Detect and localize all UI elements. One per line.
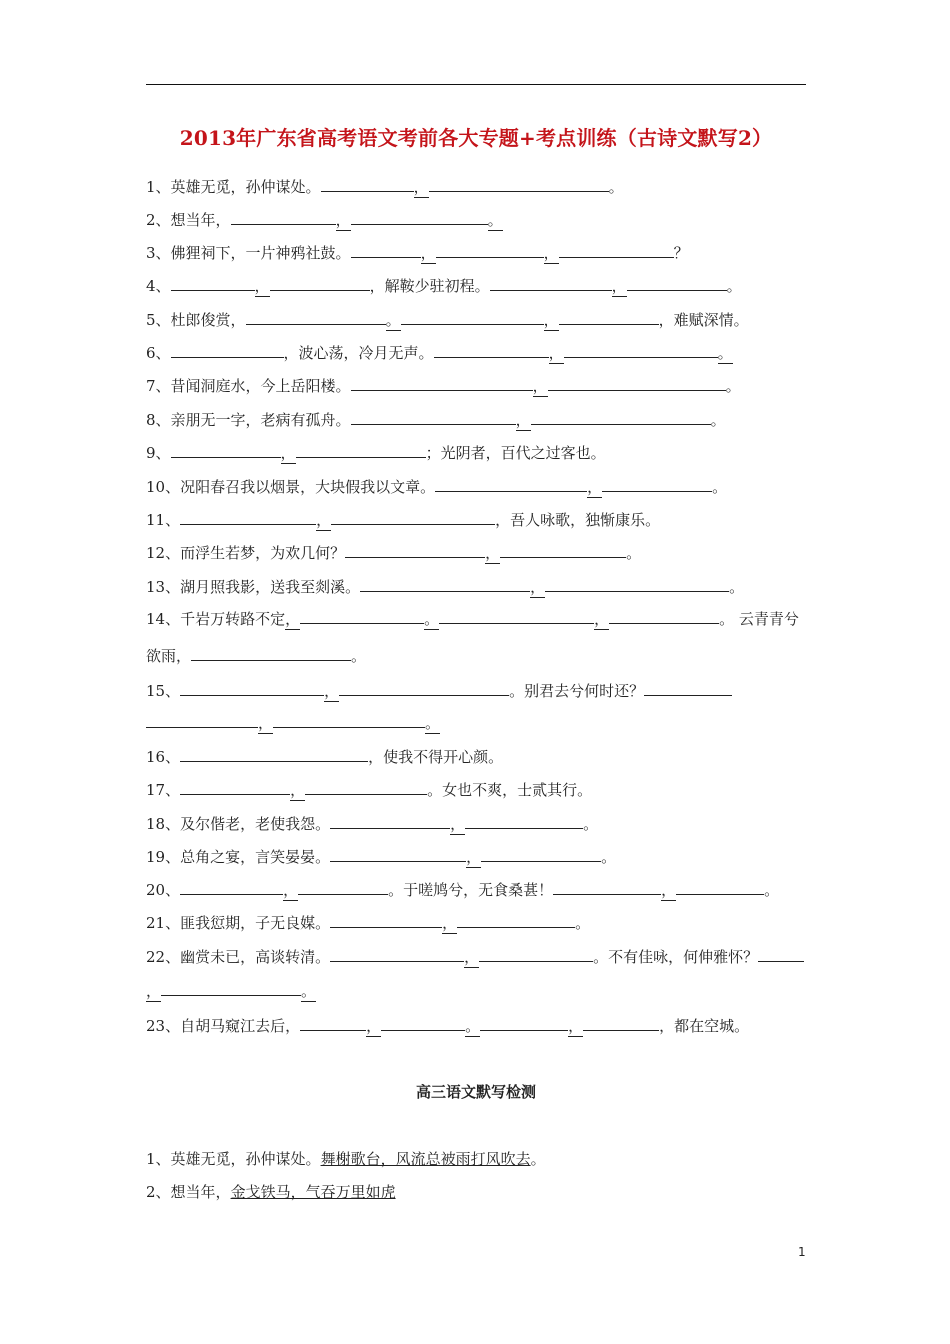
answer-text: 金戈铁马，气吞万里如虎: [230, 1183, 396, 1201]
blank[interactable]: [351, 209, 488, 225]
blank[interactable]: [180, 779, 290, 795]
blank[interactable]: [246, 309, 386, 325]
answer-1: 1、英雄无觅，孙仲谋处。舞榭歌台，风流总被雨打风吹去。: [146, 1150, 546, 1168]
blank[interactable]: [180, 509, 316, 525]
blank[interactable]: [435, 476, 587, 492]
blank[interactable]: [429, 176, 609, 192]
blank[interactable]: [331, 509, 495, 525]
question-3: 3、佛狸祠下，一片神鸦社鼓。 ， ， ？: [146, 244, 689, 262]
blank[interactable]: [490, 275, 612, 291]
blank[interactable]: [305, 779, 427, 795]
blank[interactable]: [381, 1015, 465, 1031]
blank[interactable]: [345, 542, 485, 558]
question-23: 23、自胡马窥江去后， ， 。 ， ，都在空城。: [146, 1017, 750, 1035]
question-1: 1、英雄无觅，孙仲谋处。 ， 。: [146, 178, 624, 196]
blank[interactable]: [330, 946, 464, 962]
question-22-cont: ， 。: [146, 982, 317, 1000]
blank[interactable]: [479, 946, 593, 962]
question-2: 2、想当年， ， 。: [146, 211, 503, 229]
question-9: 9、 ， ；光阴者，百代之过客也。: [146, 444, 606, 462]
blank[interactable]: [146, 712, 258, 728]
answer-2: 2、想当年，金戈铁马，气吞万里如虎: [146, 1183, 396, 1201]
blank[interactable]: [457, 912, 575, 928]
question-8: 8、亲朋无一字，老病有孤舟。 ， 。: [146, 411, 726, 429]
blank[interactable]: [180, 680, 324, 696]
blank[interactable]: [191, 645, 351, 661]
blank[interactable]: [330, 912, 442, 928]
blank[interactable]: [171, 442, 281, 458]
blank[interactable]: [465, 813, 583, 829]
question-13: 13、湖月照我影，送我至剡溪。 ， 。: [146, 578, 745, 596]
question-10: 10、况阳春召我以烟景，大块假我以文章。 ， 。: [146, 478, 728, 496]
question-16: 16、 ，使我不得开心颜。: [146, 748, 504, 766]
blank[interactable]: [500, 542, 626, 558]
blank[interactable]: [481, 846, 601, 862]
blank[interactable]: [180, 879, 283, 895]
blank[interactable]: [298, 879, 388, 895]
question-7: 7、昔闻洞庭水，今上岳阳楼。 ， 。: [146, 377, 741, 395]
blank[interactable]: [627, 275, 727, 291]
blank[interactable]: [609, 608, 719, 624]
blank[interactable]: [676, 879, 764, 895]
blank[interactable]: [330, 846, 466, 862]
question-15-cont: ， 。: [146, 712, 440, 734]
blank[interactable]: [161, 980, 301, 996]
blank[interactable]: [531, 409, 711, 425]
question-22: 22、幽赏未已，高谈转清。 ， 。不有佳咏，何伸雅怀？: [146, 946, 804, 968]
page-number: 1: [798, 1245, 806, 1259]
question-14-cont: 欲雨， 。: [146, 647, 367, 665]
blank[interactable]: [273, 712, 425, 728]
question-20: 20、 ， 。于嗟鸠兮，无食桑葚！ ， 。: [146, 881, 780, 899]
blank[interactable]: [339, 680, 509, 696]
question-15: 15、 ， 。别君去兮何时还？: [146, 680, 732, 702]
question-14: 14、千岩万转路不定， 。 ， 。 云青青兮: [146, 610, 799, 628]
question-19: 19、总角之宴，言笑晏晏。 ， 。: [146, 848, 617, 866]
blank[interactable]: [559, 309, 659, 325]
blank[interactable]: [564, 342, 718, 358]
blank[interactable]: [171, 342, 284, 358]
blank[interactable]: [436, 242, 544, 258]
blank[interactable]: [321, 176, 414, 192]
blank[interactable]: [553, 879, 661, 895]
question-12: 12、而浮生若梦，为欢几何？ ， 。: [146, 544, 642, 562]
blank[interactable]: [602, 476, 712, 492]
question-21: 21、匪我愆期，子无良媒。 ， 。: [146, 914, 591, 932]
blank[interactable]: [300, 608, 424, 624]
answer-text: 舞榭歌台，风流总被雨打风吹去: [320, 1150, 531, 1168]
section-title: 高三语文默写检测: [415, 1083, 536, 1101]
blank[interactable]: [351, 375, 533, 391]
blank[interactable]: [548, 375, 726, 391]
blank[interactable]: [300, 1015, 366, 1031]
blank[interactable]: [270, 275, 370, 291]
blank[interactable]: [180, 746, 368, 762]
blank[interactable]: [296, 442, 426, 458]
question-5: 5、杜郎俊赏， 。 ， ，难赋深情。: [146, 311, 749, 329]
blank[interactable]: [231, 209, 336, 225]
question-17: 17、 ， 。女也不爽，士贰其行。: [146, 781, 593, 799]
blank[interactable]: [360, 576, 530, 592]
blank[interactable]: [171, 275, 255, 291]
question-6: 6、 ，波心荡，冷月无声。 ， 。: [146, 344, 733, 362]
blank[interactable]: [351, 242, 421, 258]
question-4: 4、 ， ，解鞍少驻初程。 ， 。: [146, 277, 742, 295]
blank[interactable]: [583, 1015, 659, 1031]
blank[interactable]: [439, 608, 594, 624]
blank[interactable]: [330, 813, 450, 829]
blank[interactable]: [480, 1015, 568, 1031]
blank[interactable]: [351, 409, 516, 425]
question-11: 11、 ， ，吾人咏歌，独惭康乐。: [146, 511, 661, 529]
question-18: 18、及尔偕老，老使我怨。 ， 。: [146, 815, 599, 833]
blank[interactable]: [434, 342, 549, 358]
blank[interactable]: [559, 242, 674, 258]
blank[interactable]: [401, 309, 544, 325]
header-rule: [146, 84, 806, 85]
document-title: 2013年广东省高考语文考前各大专题+考点训练（古诗文默写2）: [179, 126, 773, 150]
blank[interactable]: [644, 680, 732, 696]
blank[interactable]: [545, 576, 729, 592]
blank[interactable]: [758, 946, 804, 962]
